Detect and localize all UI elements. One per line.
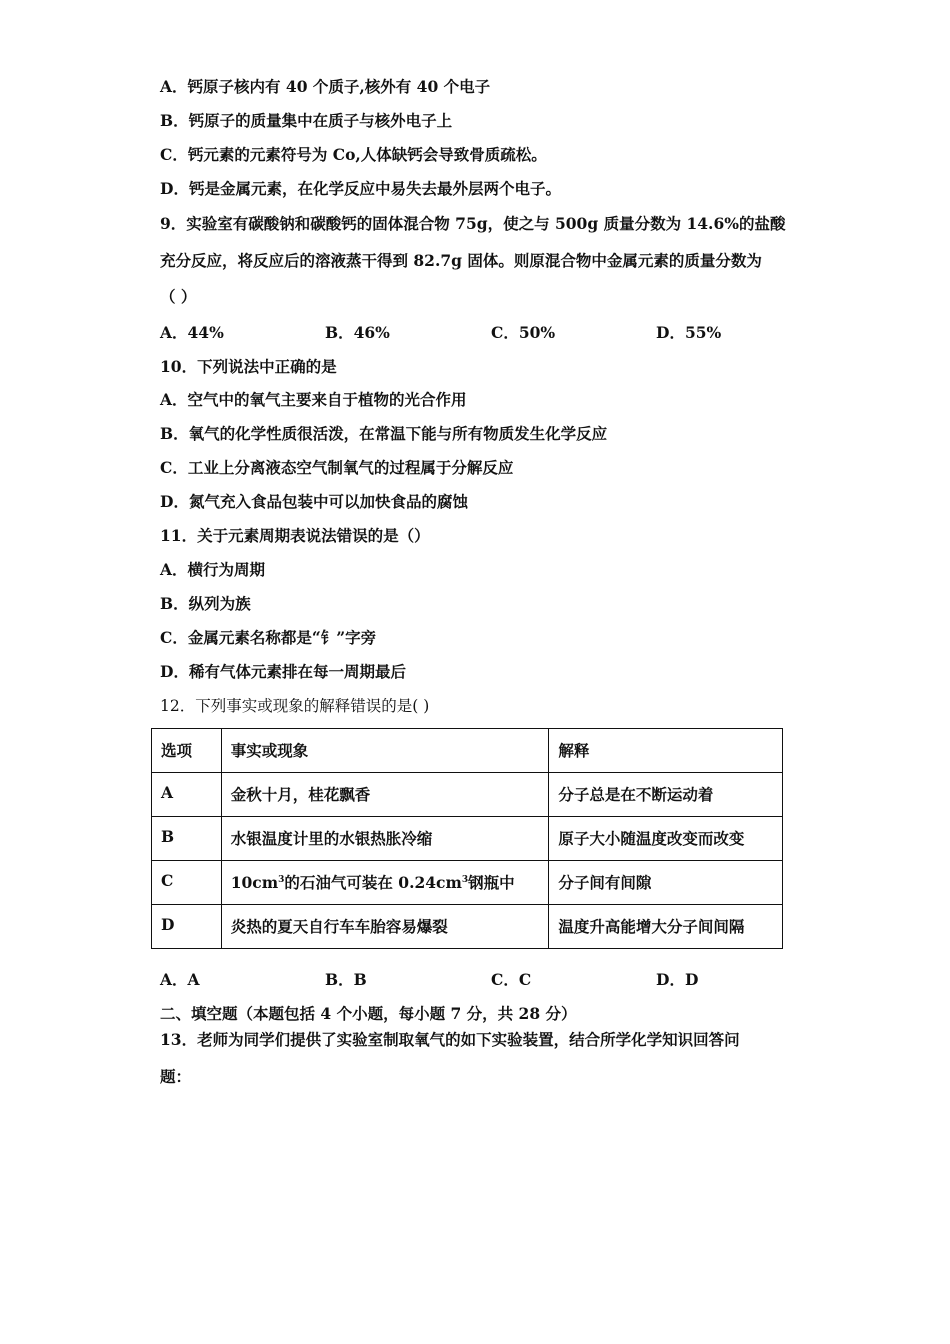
q13-stem-line2: 题： [160,1067,192,1086]
q8-option-b: B．钙原子的质量集中在质子与核外电子上 [160,111,453,130]
q12-option-a: A．A [160,970,200,989]
fact-superscript-2: 3 [461,874,469,885]
header-fact: 事实或现象 [221,729,549,773]
q9-stem-line3: （ ） [160,287,197,306]
q10-option-c: C．工业上分离液态空气制氧气的过程属于分解反应 [160,458,514,477]
table-header-row [152,729,783,773]
table-row [152,817,783,861]
fact-text-pre: 10cm [230,873,279,892]
q9-option-a: A．44% [160,323,224,342]
q12-stem: 12．下列事实或现象的解释错误的是( ) [160,697,430,715]
fact-text-post: 钢瓶中 [468,873,515,892]
table-row [152,905,783,949]
q8-option-c: C．钙元素的元素符号为 Co,人体缺钙会导致骨质疏松。 [160,145,547,164]
row-fact: 金秋十月，桂花飘香 [221,773,549,817]
header-option: 选项 [152,729,222,773]
row-option: D [152,905,222,949]
row-reason: 温度升高能增大分子间间隔 [549,905,783,949]
row-reason: 分子总是在不断运动着 [549,773,783,817]
q9-stem-line1: 9．实验室有碳酸钠和碳酸钙的固体混合物 75g，使之与 500g 质量分数为 14.6%的盐酸 [160,214,786,233]
q11-option-a: A．横行为周期 [160,560,266,579]
q10-stem: 10．下列说法中正确的是 [160,357,337,376]
q11-option-b: B．纵列为族 [160,594,251,613]
row-option: C [152,861,222,905]
q11-option-d: D．稀有气体元素排在每一周期最后 [160,662,406,681]
q11-option-c: C．金属元素名称都是“钅”字旁 [160,628,377,647]
row-fact: 水银温度计里的水银热胀冷缩 [221,817,549,861]
q10-option-d: D．氮气充入食品包装中可以加快食品的腐蚀 [160,492,468,511]
q12-table [151,728,783,949]
fact-text-mid: 的石油气可装在 0.24cm [284,873,462,892]
q8-option-a: A．钙原子核内有 40 个质子,核外有 40 个电子 [160,77,491,96]
q12-option-b: B．B [325,970,367,989]
q13-stem-line1: 13．老师为同学们提供了实验室制取氧气的如下实验装置，结合所学化学知识回答问 [160,1030,740,1049]
q9-option-c: C．50% [491,323,556,342]
q10-option-b: B．氧气的化学性质很活泼，在常温下能与所有物质发生化学反应 [160,424,608,443]
q9-stem-line2: 充分反应，将反应后的溶液蒸干得到 82.7g 固体。则原混合物中金属元素的质量分数为 [160,251,762,270]
table-row [152,861,783,905]
q9-option-d: D．55% [656,323,722,342]
row-fact [221,861,549,905]
section-heading: 二、填空题（本题包括 4 个小题，每小题 7 分，共 28 分） [160,1004,577,1023]
row-reason: 分子间有间隙 [549,861,783,905]
row-reason: 原子大小随温度改变而改变 [549,817,783,861]
row-option: A [152,773,222,817]
table-row [152,773,783,817]
q12-option-d: D．D [656,970,699,989]
q10-option-a: A．空气中的氧气主要来自于植物的光合作用 [160,390,467,409]
q11-stem: 11．关于元素周期表说法错误的是（） [160,526,430,545]
row-fact: 炎热的夏天自行车车胎容易爆裂 [221,905,549,949]
q8-option-d: D．钙是金属元素，在化学反应中易失去最外层两个电子。 [160,179,561,198]
q12-option-c: C．C [491,970,532,989]
header-reason: 解释 [549,729,783,773]
fact-superscript-1: 3 [278,874,285,885]
row-option: B [152,817,222,861]
q9-option-b: B．46% [325,323,390,342]
